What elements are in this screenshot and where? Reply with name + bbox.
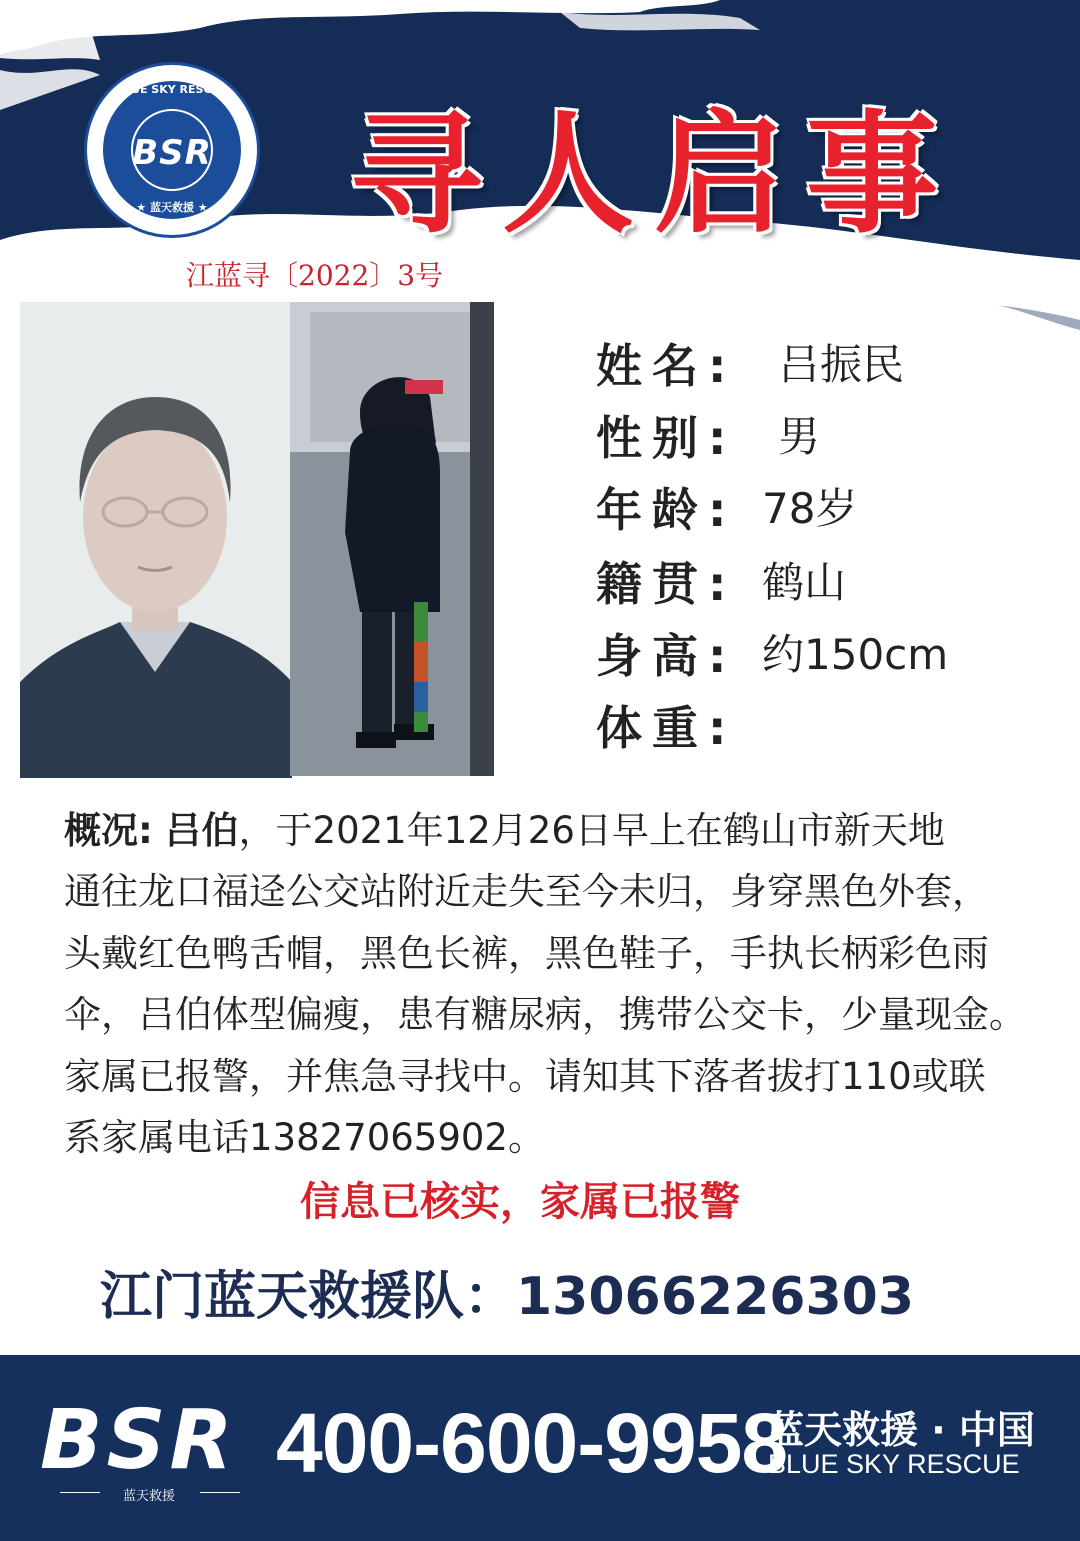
summary-line-1-text: ，于2021年12月26日早上在鹤山市新天地: [238, 809, 945, 852]
field-name-value: 吕振民: [778, 340, 905, 389]
field-age-label: 年龄:: [596, 483, 737, 537]
document-number: 江蓝寻〔2022〕3号: [186, 259, 444, 292]
logo-arc-text-bottom: ★ 蓝天救援 ★: [136, 201, 208, 214]
footer-logo-rule-right: [200, 1492, 240, 1493]
field-hometown-value: 鹤山: [762, 558, 847, 607]
logo-mark: BSR: [132, 133, 212, 173]
poster-title: 寻人启事: [350, 98, 958, 252]
field-height-value: 约150cm: [762, 630, 949, 679]
brand-name-en: BLUE SKY RESCUE: [768, 1449, 1020, 1479]
field-weight-label: 体重:: [596, 701, 737, 755]
summary-name: 吕伯: [164, 809, 239, 852]
summary-line-3: 头戴红色鸭舌帽，黑色长裤，黑色鞋子，手执长柄彩色雨: [64, 931, 989, 975]
rescue-team-contact: 江门蓝天救援队：13066226303: [100, 1267, 914, 1327]
surveillance-photo: [290, 302, 494, 776]
summary-label: 概况:: [64, 809, 153, 852]
footer-bar: [0, 1355, 1080, 1541]
summary-line-2: 通往龙口福迳公交站附近走失至今未归，身穿黑色外套，: [64, 870, 989, 914]
verified-notice: 信息已核实，家属已报警: [300, 1179, 740, 1225]
portrait-photo: [20, 302, 292, 778]
summary-line-6: 系家属电话13827065902。: [64, 1116, 545, 1160]
field-gender-label: 性别:: [596, 411, 737, 465]
summary-line-5: 家属已报警，并焦急寻找中。请知其下落者拔打110或联: [64, 1054, 986, 1098]
footer-logo-subtitle: 蓝天救援: [122, 1489, 175, 1504]
field-age-value: 78岁: [762, 484, 858, 533]
field-gender-value: 男: [778, 412, 821, 461]
logo-badge: [103, 81, 241, 219]
portrait-illustration: [20, 302, 292, 778]
summary-line-1: [64, 800, 1054, 861]
brand-name-cn: 蓝天救援 · 中国: [766, 1408, 1035, 1452]
hotline-number: 400-600-9958: [276, 1396, 788, 1490]
field-name-label: 姓名:: [596, 339, 737, 393]
footer-logo: BSR: [40, 1393, 237, 1488]
surveillance-illustration: [290, 302, 494, 776]
field-height-label: 身高:: [596, 629, 737, 683]
logo-arc-text-top: BLUE SKY RESCUE: [116, 83, 228, 96]
summary-text: [64, 800, 1054, 1168]
field-hometown-label: 籍贯:: [596, 557, 737, 611]
bsr-logo: [84, 62, 260, 238]
summary-line-4: 伞，吕伯体型偏瘦，患有糖尿病，携带公交卡，少量现金。: [64, 993, 1026, 1037]
